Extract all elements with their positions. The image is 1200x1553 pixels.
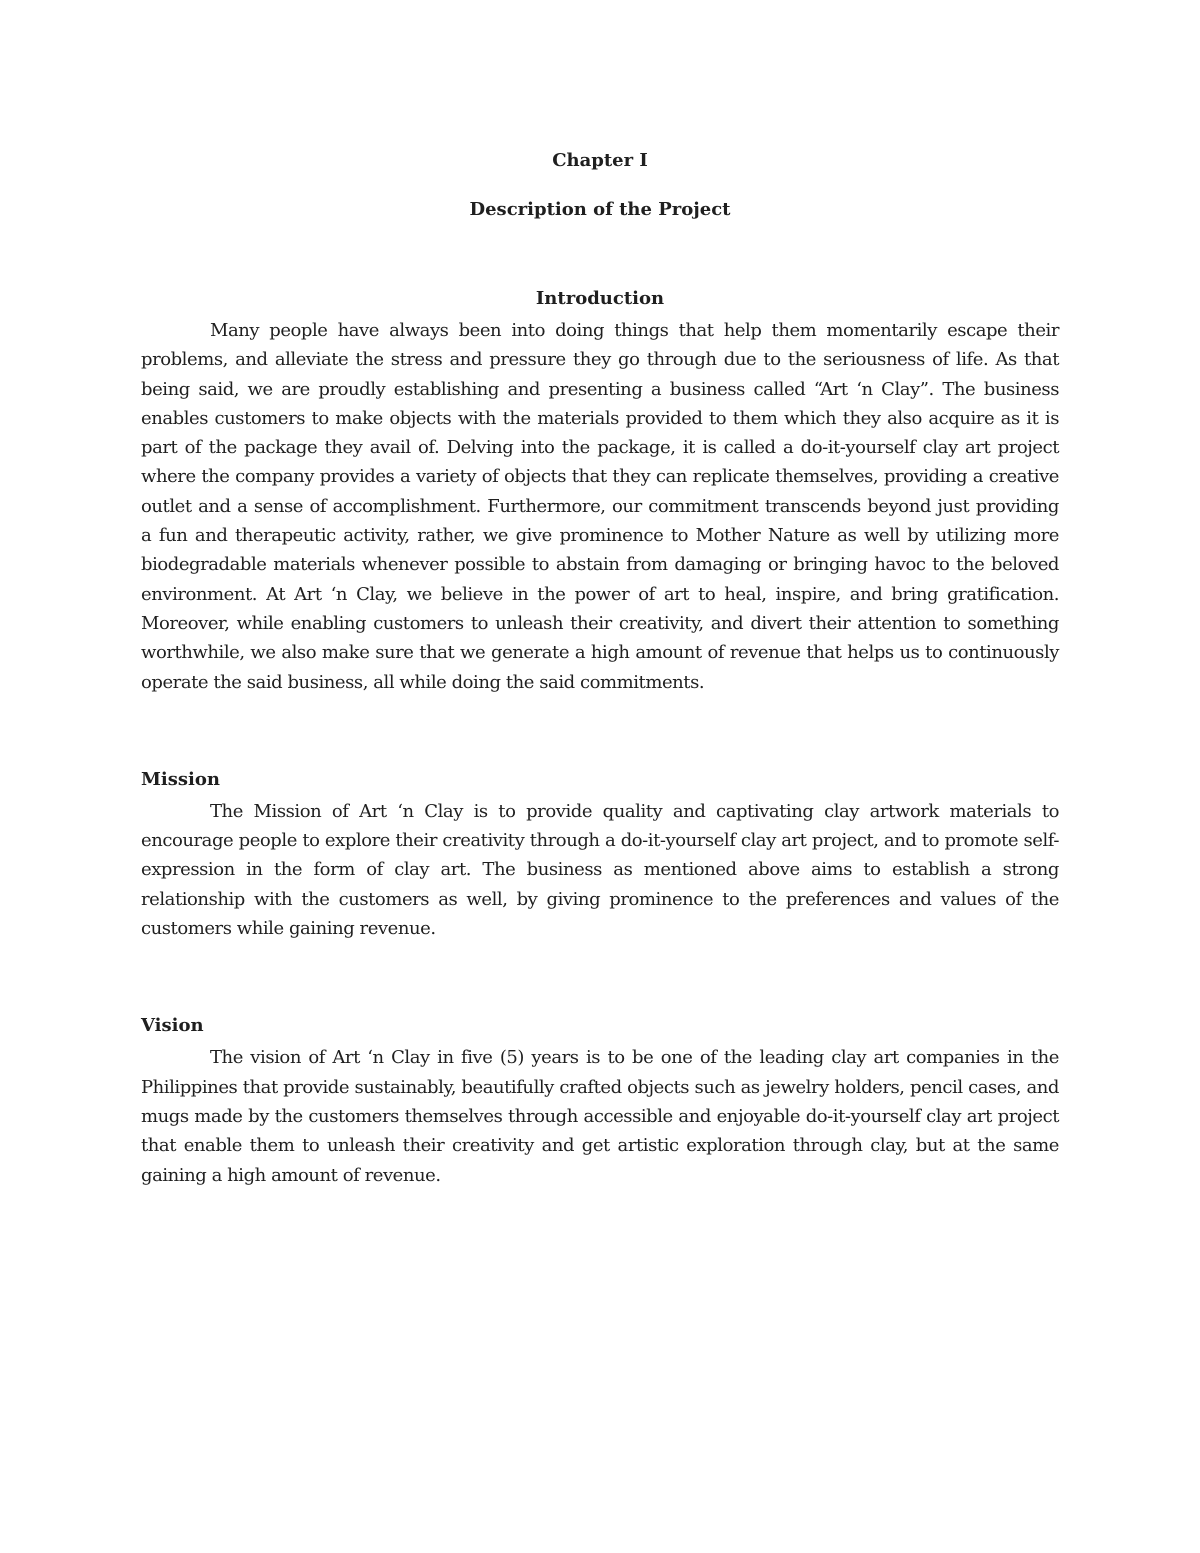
introduction-paragraph: Many people have always been into doing things that help them momentarily escape their problems, and alleviate the stress and pressure they go through due to the seriousness of life. As that being said, we are proudly establishing and presenting a business called “Art ‘n Clay”. The business enables customers to make objects with the materials provided to them which they also acquire as it is part of the package they avail of. Delving into the package, it is called a do-it-yourself clay art project where the company provides a variety of objects that they can replicate themselves, providing a creative outlet and a sense of accomplishment. Furthermore, our commitment transcends beyond just providing a fun and therapeutic activity, rather, we give prominence to Mother Nature as well by utilizing more biodegradable materials whenever possible to abstain from damaging or bringing havoc to the beloved environment. At Art ‘n Clay, we believe in the power of art to heal, inspire, and bring gratification. Moreover, while enabling customers to unleash their creativity, and divert their attention to something worthwhile, we also make sure that we generate a high amount of revenue that helps us to continuously operate the said business, all while doing the said commitments. bbox=[141, 320, 1059, 693]
page-content bbox=[141, 146, 1059, 1190]
chapter-title: Chapter I bbox=[552, 150, 648, 171]
introduction-heading: Introduction bbox=[535, 288, 665, 309]
project-title: Description of the Project bbox=[469, 199, 731, 220]
vision-heading: Vision bbox=[141, 1015, 204, 1037]
mission-heading: Mission bbox=[141, 768, 220, 790]
mission-paragraph: The Mission of Art ‘n Clay is to provide quality and captivating clay artwork materials to encourage people to explore their creativity through a do-it-yourself clay art project, and to promote self-expression in the form of clay art. The business as mentioned above aims to establish a strong relationship with the customers as well, by giving prominence to the preferences and values of the customers while gaining revenue. bbox=[141, 800, 1059, 940]
vision-paragraph: The vision of Art ‘n Clay in five (5) years is to be one of the leading clay art companies in the Philippines that provide sustainably, beautifully crafted objects such as jewelry holders, pencil cases, and mugs made by the customers themselves through accessible and enjoyable do-it-yourself clay art project that enable them to unleash their creativity and get artistic exploration through clay, but at the same gaining a high amount of revenue. bbox=[141, 1047, 1059, 1186]
